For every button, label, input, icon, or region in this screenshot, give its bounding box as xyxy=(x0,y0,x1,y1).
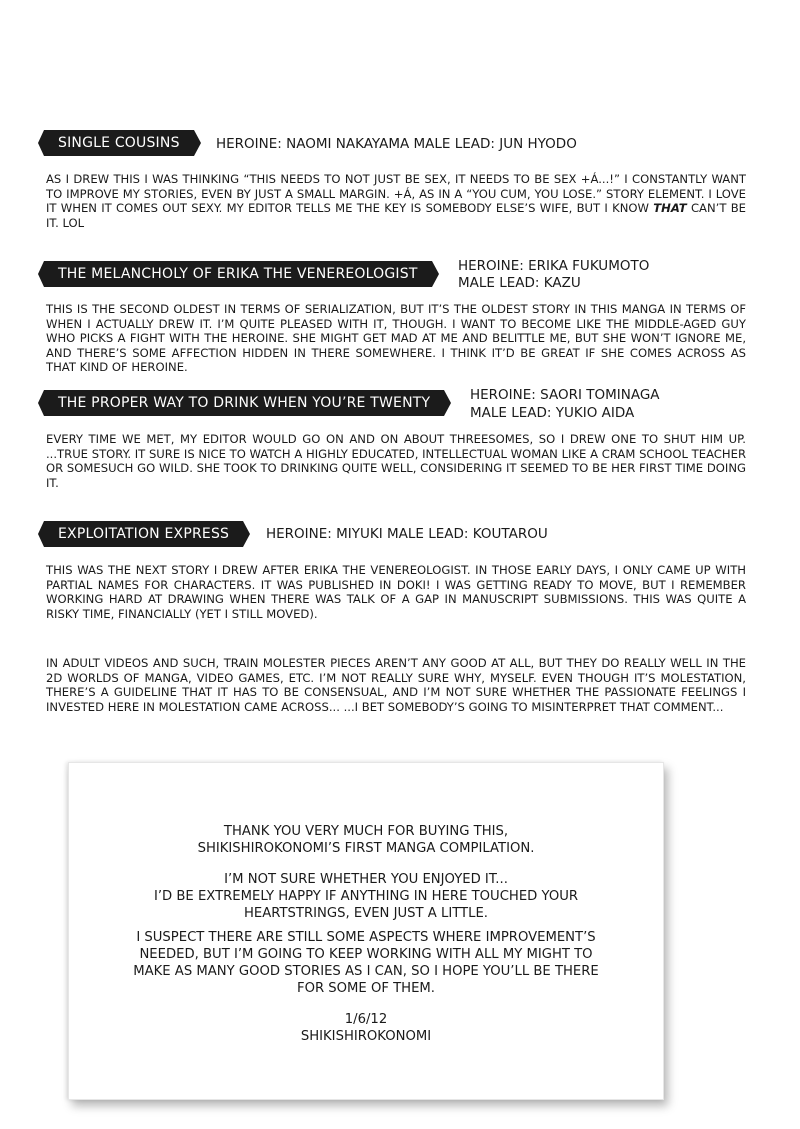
note-line: SHIKISHIROKONOMI’S FIRST MANGA COMPILATION. xyxy=(197,841,535,856)
credit-single-cousins: HEROINE: NAOMI NAKAYAMA MALE LEAD: JUN HYODO xyxy=(216,136,577,152)
commentary-text-end: CAN’T BE IT. LOL xyxy=(46,201,746,230)
section-banner-proper-way: THE PROPER WAY TO DRINK WHEN YOU’RE TWENTY xyxy=(44,390,444,416)
credit-erika-male-lead: MALE LEAD: KAZU xyxy=(458,275,581,291)
note-line: I’M NOT SURE WHETHER YOU ENJOYED IT... xyxy=(224,872,508,887)
section-banner-erika: THE MELANCHOLY OF ERIKA THE VENEREOLOGIST xyxy=(44,261,432,287)
note-line: HEARTSTRINGS, EVEN JUST A LITTLE. xyxy=(244,906,488,921)
note-line: I SUSPECT THERE ARE STILL SOME ASPECTS WHERE IMPROVEMENT’S xyxy=(136,930,596,945)
credit-exploitation-express: HEROINE: MIYUKI MALE LEAD: KOUTAROU xyxy=(266,526,548,542)
section-banner-exploitation-express: EXPLOITATION EXPRESS xyxy=(44,521,243,547)
note-date: 1/6/12 xyxy=(344,1012,388,1027)
commentary-text: AS I DREW THIS I WAS THINKING “THIS NEEDS TO NOT JUST BE SEX, IT NEEDS TO BE SEX +Á...!” I CONSTANTLY WANT TO IMPROVE MY STORIES, EVEN BY JUST A SMALL MARGIN. +Á, AS IN A “YOU CUM, YOU LOSE.” STORY ELEMENT. I LOVE IT WHEN IT COMES OUT SEXY. MY EDITOR TELLS ME THE KEY IS SOMEBODY ELSE’S WIFE, BUT I KNOW xyxy=(46,172,746,216)
note-signature: SHIKISHIROKONOMI xyxy=(300,1029,432,1044)
commentary-single-cousins xyxy=(46,172,746,230)
credit-proper-way-male-lead: MALE LEAD: YUKIO AIDA xyxy=(470,405,635,421)
credit-proper-way-heroine: HEROINE: SAORI TOMINAGA xyxy=(470,387,660,403)
section-banner-single-cousins: SINGLE COUSINS xyxy=(44,130,194,156)
credit-erika-heroine: HEROINE: ERIKA FUKUMOTO xyxy=(458,258,650,274)
note-line: MAKE AS MANY GOOD STORIES AS I CAN, SO I HOPE YOU’LL BE THERE xyxy=(133,964,599,979)
commentary-train-molester: IN ADULT VIDEOS AND SUCH, TRAIN MOLESTER PIECES AREN’T ANY GOOD AT ALL, BUT THEY DO REALLY WELL IN THE 2D WORLDS OF MANGA, VIDEO GAMES, ETC. I’M NOT REALLY SURE WHY, MYSELF. EVEN THOUGH IT’S MOLESTATION, THERE’S A GUIDELINE THAT IT HAS TO BE CONSENSUAL, AND I’M NOT SURE WHETHER THE PASSIONATE FEELINGS I INVESTED HERE IN MOLESTATION CAME ACROSS... ...I BET SOMEBODY’S GOING TO MISINTERPRET THAT COMMENT... xyxy=(46,656,746,714)
commentary-emphasis: THAT xyxy=(653,201,687,216)
commentary-proper-way: EVERY TIME WE MET, MY EDITOR WOULD GO ON AND ON ABOUT THREESOMES, SO I DREW ONE TO SHUT HIM UP. ...TRUE STORY. IT SURE IS NICE TO WATCH A HIGHLY EDUCATED, INTELLECTUAL WOMAN LIKE A CRAM SCHOOL TEACHER OR SOMESUCH GO WILD. SHE TOOK TO DRINKING QUITE WELL, CONSIDERING IT SEEMED TO BE HER FIRST TIME DOING IT. xyxy=(46,432,746,490)
afterword-note xyxy=(68,762,664,1100)
note-line: THANK YOU VERY MUCH FOR BUYING THIS, xyxy=(223,824,509,839)
note-line: NEEDED, BUT I’M GOING TO KEEP WORKING WITH ALL MY MIGHT TO xyxy=(139,947,593,962)
commentary-exploitation-express: THIS WAS THE NEXT STORY I DREW AFTER ERIKA THE VENEREOLOGIST. IN THOSE EARLY DAYS, I ONLY CAME UP WITH PARTIAL NAMES FOR CHARACTERS. IT WAS PUBLISHED IN DOKI! I WAS GETTING READY TO MOVE, BUT I REMEMBER WORKING HARD AT DRAWING WHEN THERE WAS TALK OF A GAP IN MANUSCRIPT SUBMISSIONS. THIS WAS QUITE A RISKY TIME, FINANCIALLY (YET I STILL MOVED). xyxy=(46,563,746,621)
note-line: FOR SOME OF THEM. xyxy=(296,981,435,996)
commentary-erika: THIS IS THE SECOND OLDEST IN TERMS OF SERIALIZATION, BUT IT’S THE OLDEST STORY IN THIS MANGA IN TERMS OF WHEN I ACTUALLY DREW IT. I’M QUITE PLEASED WITH IT, THOUGH. I WANT TO BECOME LIKE THE MIDDLE-AGED GUY WHO PICKS A FIGHT WITH THE HEROINE. SHE MIGHT GET MAD AT ME AND BELITTLE ME, BUT SHE WON’T IGNORE ME, AND THERE’S SOME AFFECTION HIDDEN IN THERE SOMEWHERE. I THINK IT’D BE GREAT IF SHE COMES ACROSS AS THAT KIND OF HEROINE. xyxy=(46,302,746,375)
note-line: I’D BE EXTREMELY HAPPY IF ANYTHING IN HERE TOUCHED YOUR xyxy=(153,889,579,904)
